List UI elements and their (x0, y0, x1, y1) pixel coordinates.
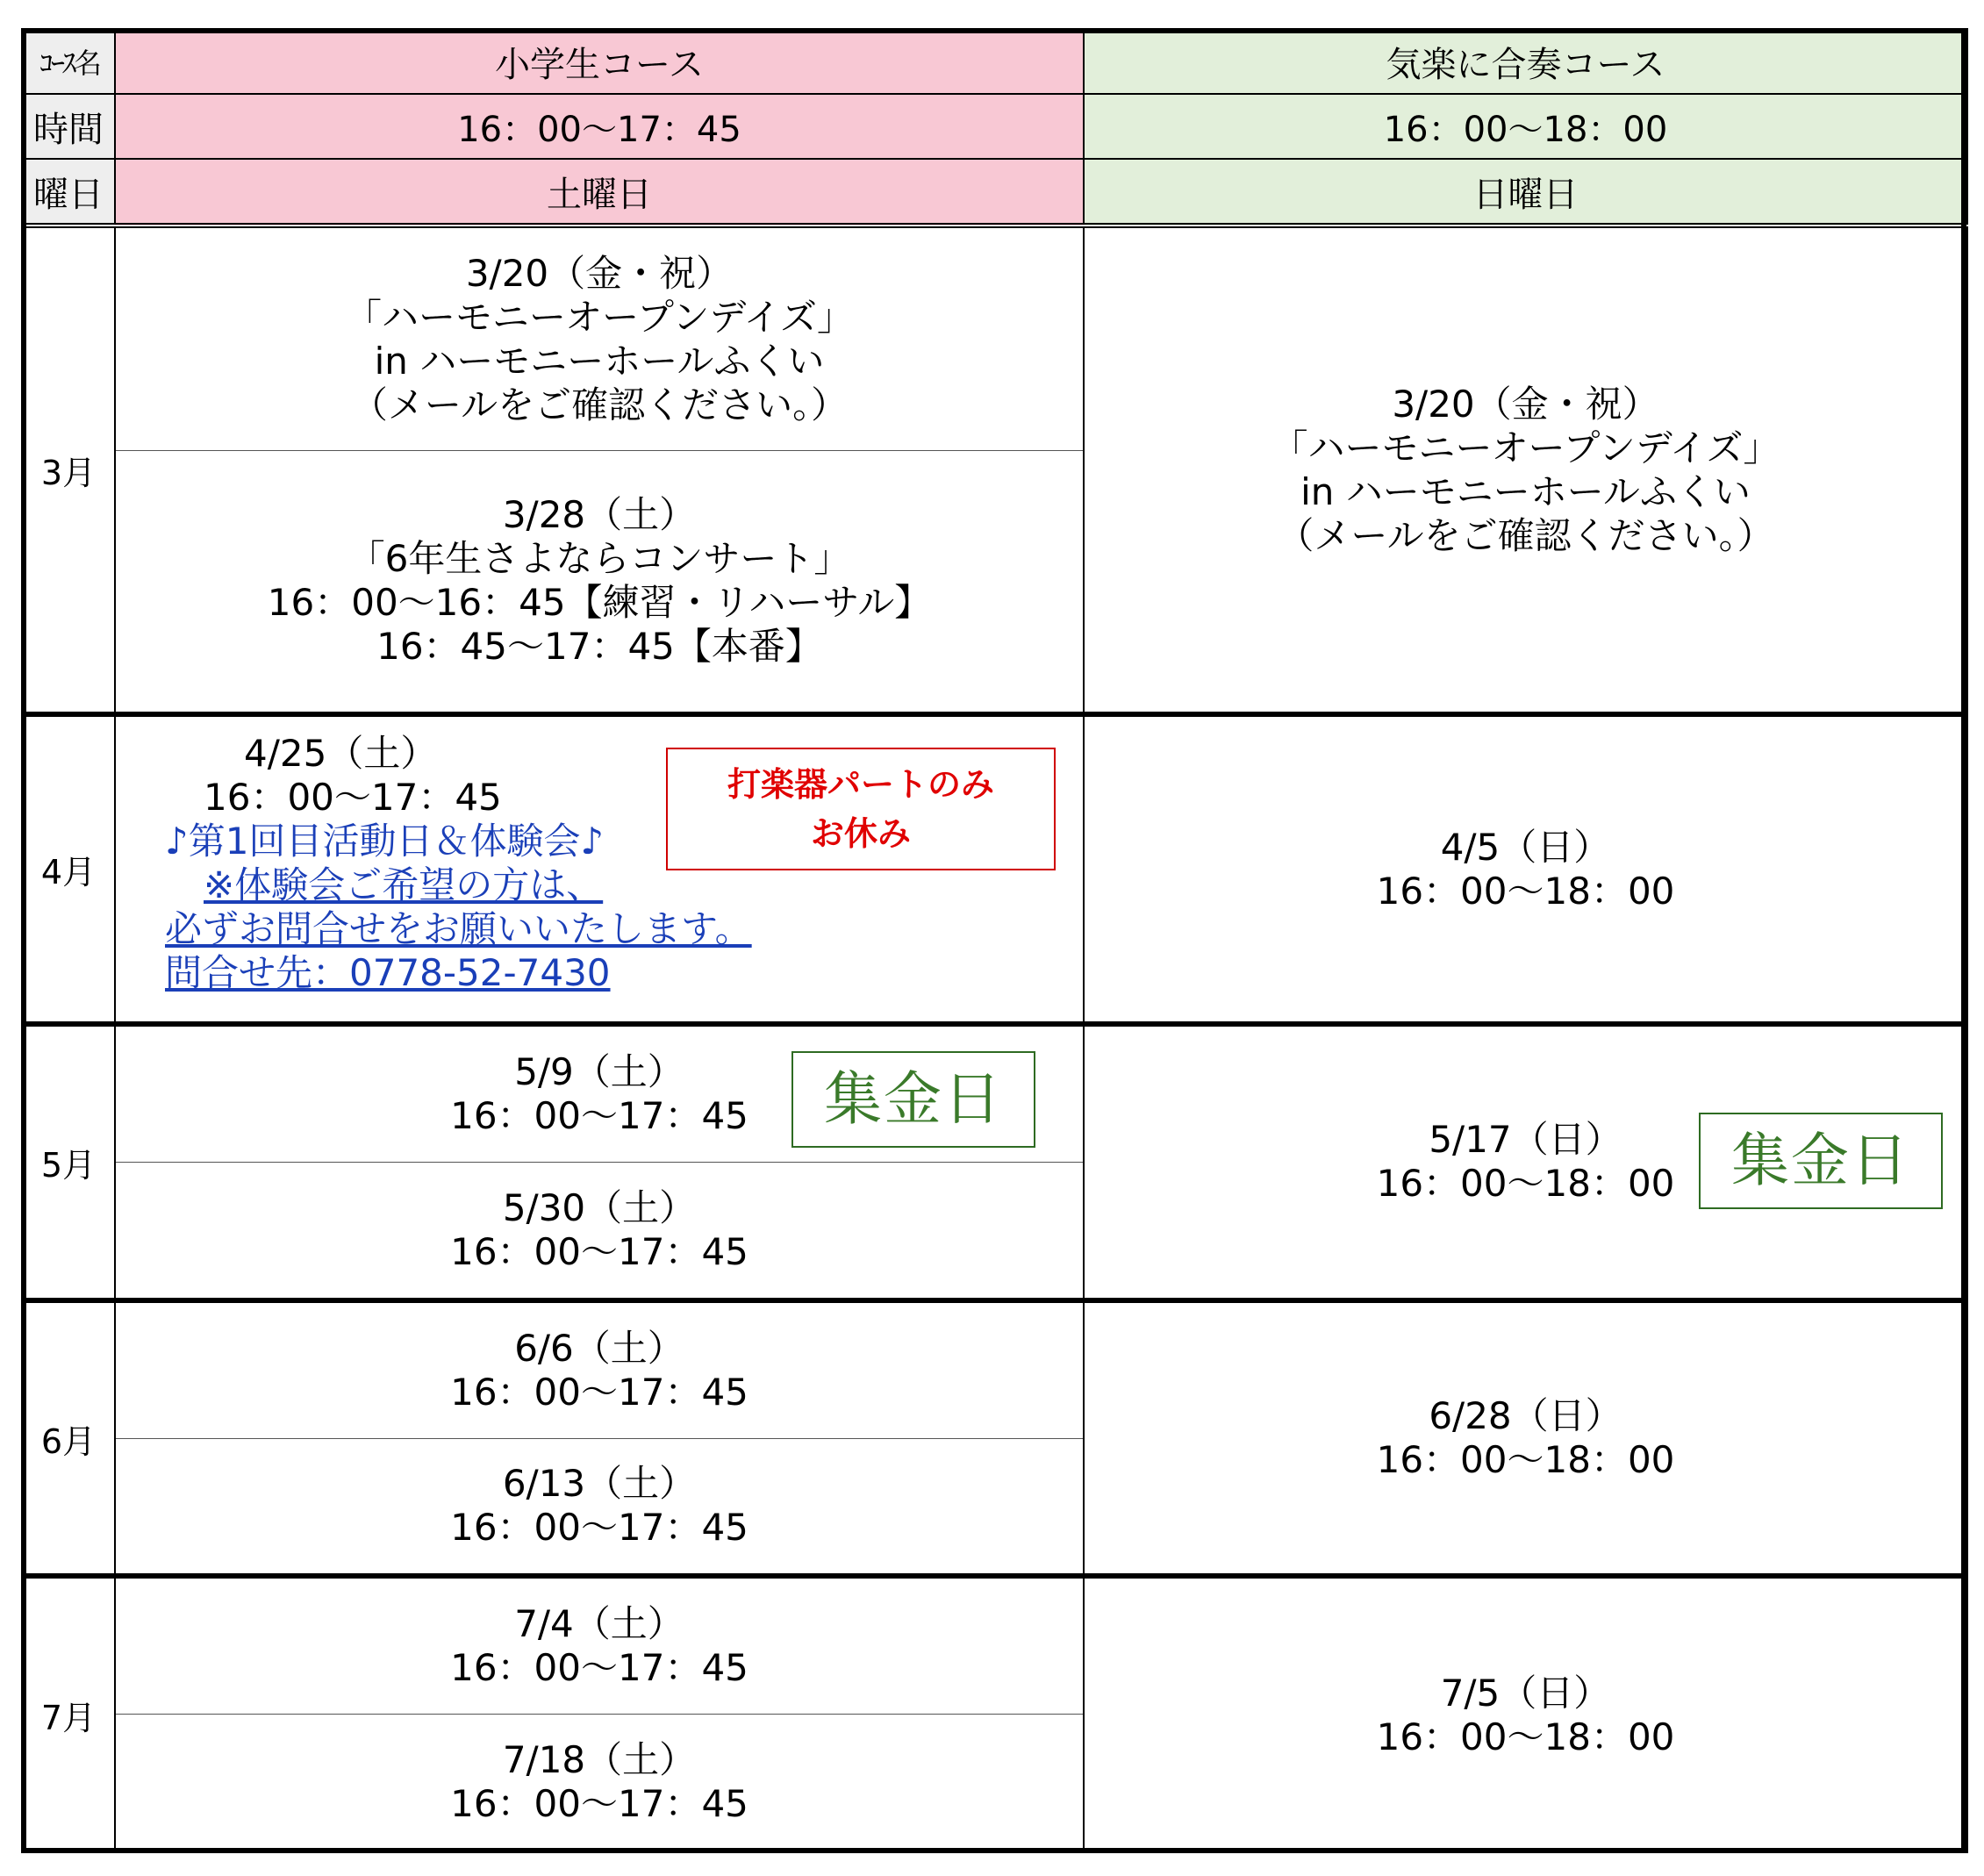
event-line: 4/5（日） (1440, 825, 1611, 869)
course1-day: 土曜日 (115, 159, 1084, 226)
event-line: 7/4（土） (514, 1602, 684, 1646)
event-line: in ハーモニーホールふくい (374, 339, 825, 383)
course-label: ｺｰｽ名 (22, 29, 115, 94)
june-session-2 (116, 1438, 1083, 1573)
course2-april-cell (1084, 714, 1967, 1024)
collection-day-badge: 集金日 (1699, 1113, 1943, 1209)
march-event-farewell-concert (116, 450, 1083, 711)
event-line: 5/9（土） (514, 1050, 684, 1094)
time-row (22, 94, 1967, 159)
month-label-may: 5月 (22, 1024, 115, 1300)
event-line: （メールをご確認ください。） (1277, 513, 1774, 557)
event-line: 16：00～17：45 (450, 1506, 748, 1550)
april-course2-event (1085, 718, 1966, 1021)
event-line: 3/28（土） (502, 493, 697, 537)
course2-may-cell (1084, 1024, 1967, 1300)
inquiry-request-link[interactable]: 必ずお問合せをお願いいたします。 (165, 906, 752, 950)
event-line: 7/18（土） (502, 1737, 697, 1781)
event-line: 16：00～17：45 (450, 1646, 748, 1690)
time-label: 時間 (22, 94, 115, 159)
event-line: 6/28（日） (1429, 1394, 1622, 1438)
month-row-june (22, 1300, 1967, 1577)
event-line: 3/20（金・祝） (1392, 382, 1659, 426)
event-line: 16：00～17：45 (450, 1094, 748, 1138)
event-line: 16：00～18：00 (1376, 869, 1675, 913)
course1-march-cell (115, 226, 1084, 714)
event-line: 16：00～18：00 (1376, 1438, 1675, 1482)
event-line: 「6年生さよならコンサート」 (347, 537, 851, 581)
course-row (22, 29, 1967, 94)
course2-day: 日曜日 (1084, 159, 1967, 226)
june-session-1 (116, 1303, 1083, 1438)
event-line: 16：00～17：45 (450, 1229, 748, 1273)
inquiry-phone-link[interactable]: 問合せ先：0778-52-7430 (165, 950, 611, 994)
july-course2-event (1085, 1580, 1966, 1851)
course1-june-cell (115, 1300, 1084, 1577)
month-label-march: 3月 (22, 226, 115, 714)
month-label-june: 6月 (22, 1300, 115, 1577)
may-session-1 (116, 1027, 1083, 1162)
month-row-april (22, 714, 1967, 1024)
course1-may-cell (115, 1024, 1084, 1300)
notice-line: お休み (810, 813, 911, 853)
event-line: 16：00～16：45【練習・リハーサル】 (267, 581, 932, 625)
course2-time: 16：00～18：00 (1084, 94, 1967, 159)
july-session-1 (116, 1579, 1083, 1714)
event-line: 16：00～17：45 (450, 1781, 748, 1825)
course2-name: 気楽に合奏コース (1084, 29, 1967, 94)
event-line: 「ハーモニーオープンデイズ」 (1271, 426, 1780, 469)
collection-day-badge: 集金日 (791, 1051, 1035, 1148)
event-line: 5/17（日） (1429, 1118, 1622, 1162)
event-line: 16：45～17：45【本番】 (376, 625, 822, 669)
month-label-july: 7月 (22, 1576, 115, 1852)
april-time: 16：00～17：45 (204, 775, 502, 819)
notice-line: 打楽器パートのみ (727, 764, 994, 804)
july-session-2 (116, 1714, 1083, 1849)
schedule-table (21, 28, 1968, 1853)
course2-june-cell (1084, 1300, 1967, 1577)
course1-time: 16：00～17：45 (115, 94, 1084, 159)
month-row-july (22, 1576, 1967, 1852)
course1-name: 小学生コース (115, 29, 1084, 94)
april-first-activity (165, 820, 604, 863)
month-row-march (22, 226, 1967, 714)
event-line: 6/6（土） (514, 1326, 684, 1370)
course1-april-cell (115, 714, 1084, 1024)
event-line: 「ハーモニーオープンデイズ」 (344, 295, 855, 339)
march-course2-event (1085, 229, 1966, 712)
event-line: in ハーモニーホールふくい (1300, 469, 1751, 513)
event-line: 7/5（日） (1440, 1671, 1611, 1715)
may-course2-event (1085, 1027, 1966, 1297)
first-activity-text: ♪第1回目活動日＆体験会♪ (165, 819, 605, 863)
course1-july-cell (115, 1576, 1084, 1852)
day-label: 曜日 (22, 159, 115, 226)
june-course2-event (1085, 1303, 1966, 1573)
event-line: （メールをご確認ください。） (350, 383, 849, 426)
march-event-open-days (116, 228, 1083, 450)
event-line: 16：00～18：00 (1376, 1715, 1675, 1758)
april-date: 4/25（土） (244, 731, 438, 775)
day-row (22, 159, 1967, 226)
month-label-april: 4月 (22, 714, 115, 1024)
event-line: 5/30（土） (502, 1185, 697, 1229)
event-line: 6/13（土） (502, 1462, 697, 1506)
percussion-rest-notice (666, 748, 1056, 870)
schedule-sheet (21, 28, 1966, 1853)
event-line: 16：00～18：00 (1376, 1162, 1675, 1206)
may-session-2 (116, 1162, 1083, 1297)
course2-july-cell (1084, 1576, 1967, 1852)
course2-march-cell (1084, 226, 1967, 714)
trial-notice-link[interactable]: ※体験会ご希望の方は、 (204, 863, 604, 906)
month-row-may (22, 1024, 1967, 1300)
event-line: 3/20（金・祝） (465, 251, 734, 295)
event-line: 16：00～17：45 (450, 1370, 748, 1414)
